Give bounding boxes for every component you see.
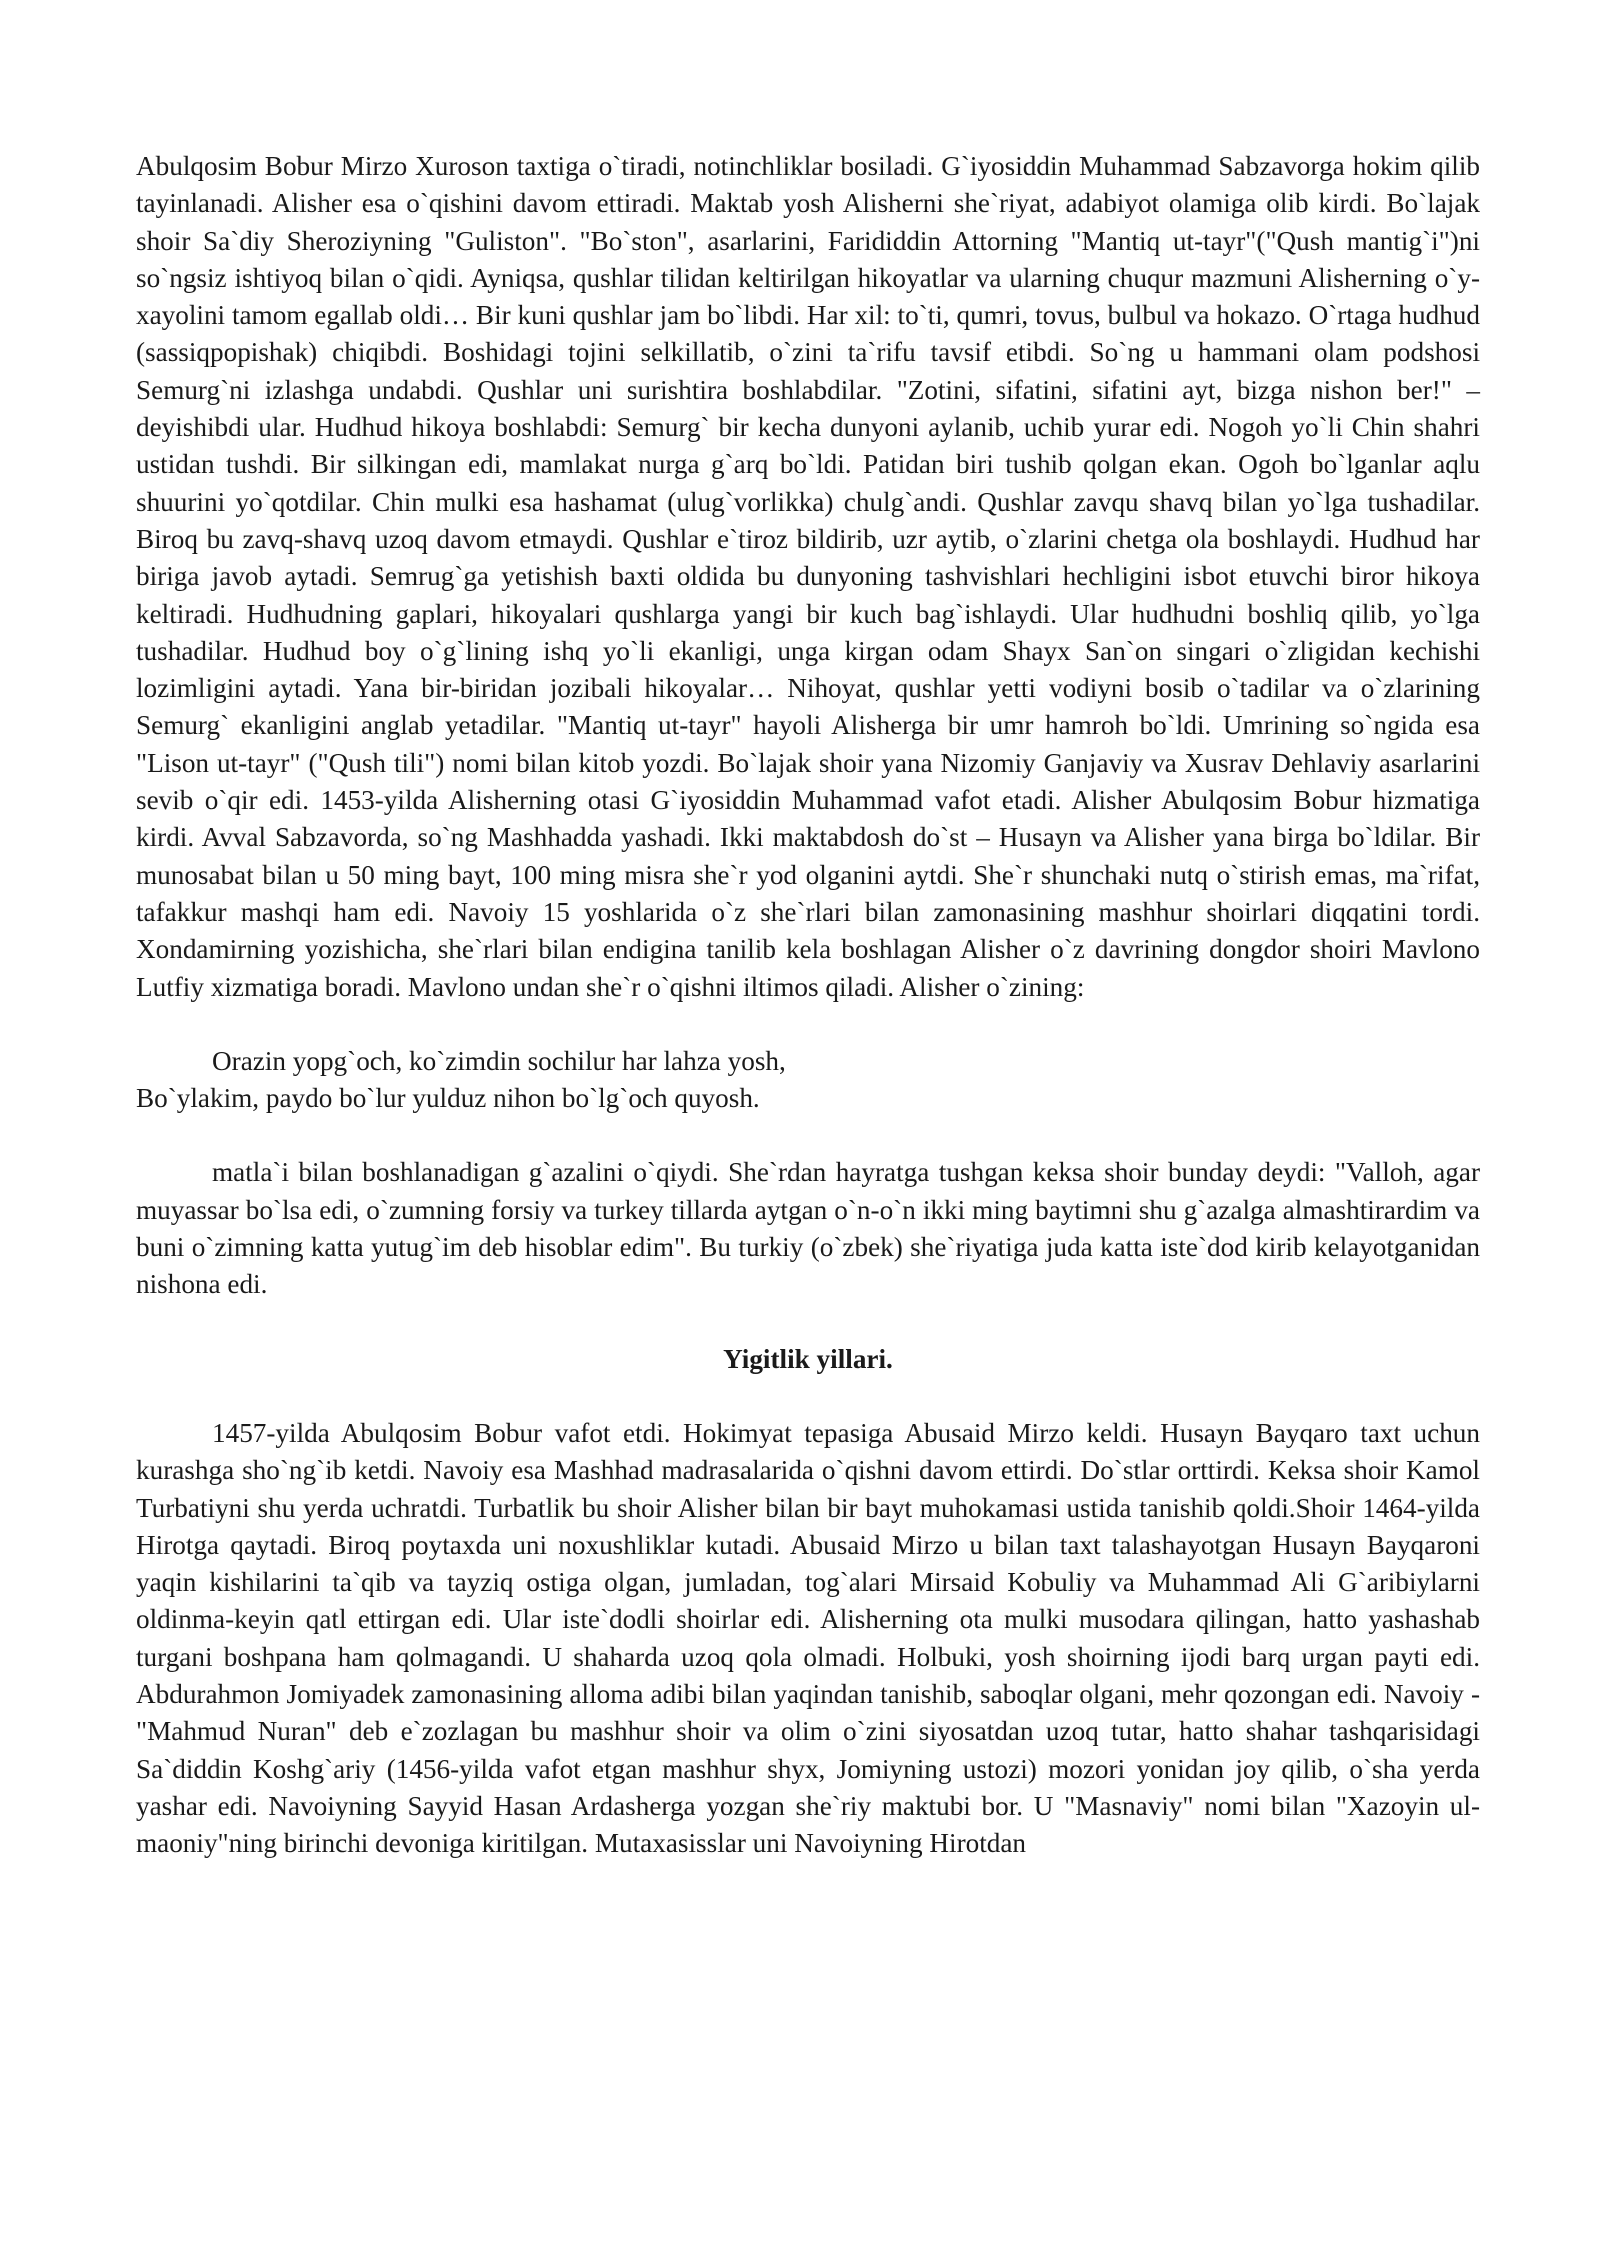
spacer bbox=[136, 1117, 1480, 1154]
body-paragraph: Abulqosim Bobur Mirzo Xuroson taxtiga o`tiradi, notinchliklar bosiladi. G`iyosiddin Muhammad Sabzavorga hokim qilib tayinlanadi. Alisher esa o`qishini davom ettiradi. Maktab yosh Alisherni she`riyat, adabiyot olamiga olib kirdi. Bo`lajak shoir Sa`diy Sheroziyning "Guliston". "Bo`ston", asarlarini, Farididdin Attorning "Mantiq ut-tayr"("Qush mantig`i")ni so`ngsiz ishtiyoq bilan o`qidi. Ayniqsa, qushlar tilidan keltirilgan hikoyatlar va ularning chuqur mazmuni Alisherning o`y-xayolini tamom egallab oldi… Bir kuni qushlar jam bo`libdi. Har xil: to`ti, qumri, tovus, bulbul va hokazo. O`rtaga hudhud (sassiqpopishak) chiqibdi. Boshidagi tojini selkillatib, o`zini ta`rifu tavsif etibdi. So`ng u hammani olam podshosi Semurg`ni izlashga undabdi. Qushlar uni surishtira boshlabdilar. "Zotini, sifatini, sifatini ayt, bizga nishon ber!" – deyishibdi ular. Hudhud hikoya boshlabdi: Semurg` bir kecha dunyoni aylanib, uchib yurar edi. Nogoh yo`li Chin shahri ustidan tushdi. Bir silkingan edi, mamlakat nurga g`arq bo`ldi. Patidan biri tushib qolgan ekan. Ogoh bo`lganlar aqlu shuurini yo`qotdilar. Chin mulki esa hashamat (ulug`vorlikka) chulg`andi. Qushlar zavqu shavq bilan yo`lga tushadilar. Biroq bu zavq-shavq uzoq davom etmaydi. Qushlar e`tiroz bildirib, uzr aytib, o`zlarini chetga ola boshlaydi. Hudhud har biriga javob aytadi. Semrug`ga yetishish baxti oldida bu dunyoning tashvishlari hechligini isbot etuvchi biror hikoya keltiradi. Hudhudning gaplari, hikoyalari qushlarga yangi bir kuch bag`ishlaydi. Ular hudhudni boshliq qilib, yo`lga tushadilar. Hudhud boy o`g`lining ishq yo`li ekanligi, unga kirgan odam Shayx San`on singari o`zligidan kechishi lozimligini aytadi. Yana bir-biridan jozibali hikoyalar… Nihoyat, qushlar yetti vodiyni bosib o`tadilar va o`zlarining Semurg` ekanligini anglab yetadilar. "Mantiq ut-tayr" hayoli Alisherga bir umr hamroh bo`ldi. Umrining so`ngida esa "Lison ut-tayr" ("Qush tili") nomi bilan kitob yozdi. Bo`lajak shoir yana Nizomiy Ganjaviy va Xusrav Dehlaviy asarlarini sevib o`qir edi. 1453-yilda Alisherning otasi G`iyosiddin Muhammad vafot etadi. Alisher Abulqosim Bobur hizmatiga kirdi. Avval Sabzavorda, so`ng Mashhadda yashadi. Ikki maktabdosh do`st – Husayn va Alisher yana birga bo`ldilar. Bir munosabat bilan u 50 ming bayt, 100 ming misra she`r yod olganini aytdi. She`r shunchaki nutq o`stirish emas, ma`rifat, tafakkur mashqi ham edi. Navoiy 15 yoshlarida o`z she`rlari bilan zamonasining mashhur shoirlari diqqatini tordi. Xondamirning yozishicha, she`rlari bilan endigina tanilib kela boshlagan Alisher o`z davrining dongdor shoiri Mavlono Lutfiy xizmatiga boradi. Mavlono undan she`r o`qishni iltimos qiladi. Alisher o`zining: bbox=[136, 151, 1480, 1002]
body-paragraph: matla`i bilan boshlanadigan g`azalini o`qiydi. She`rdan hayratga tushgan keksa shoir bunday deydi: "Valloh, agar muyassar bo`lsa edi, o`zumning forsiy va turkey tillarda aytgan o`n-o`n ikki ming baytimni shu g`azalga almashtirardim va buni o`zimning katta yutug`im deb hisoblar edim". Bu turkiy (o`zbek) she`riyatiga juda katta iste`dod kirib kelayotganidan nishona edi. bbox=[136, 1157, 1480, 1300]
document-page bbox=[136, 148, 1480, 1862]
spacer bbox=[136, 1006, 1480, 1043]
body-paragraph: 1457-yilda Abulqosim Bobur vafot etdi. Hokimyat tepasiga Abusaid Mirzo keldi. Husayn Bayqaro taxt uchun kurashga sho`ng`ib ketdi. Navoiy esa Mashhad madrasalarida o`qishni davom ettirdi. Do`stlar orttirdi. Keksa shoir Kamol Turbatiyni shu yerda uchratdi. Turbatlik bu shoir Alisher bilan bir bayt muhokamasi ustida tanishib qoldi.Shoir 1464-yilda Hirotga qaytadi. Biroq poytaxda uni noxushliklar kutadi. Abusaid Mirzo u bilan taxt talashayotgan Husayn Bayqaroni yaqin kishilarini ta`qib va tayziq ostiga olgan, jumladan, tog`alari Mirsaid Kobuliy va Muhammad Ali G`aribiylarni oldinma-keyin qatl ettirgan edi. Ular iste`dodli shoirlar edi. Alisherning ota mulki musodara qilingan, hatto yashashab turgani boshpana ham qolmagandi. U shaharda uzoq qola olmadi. Holbuki, yosh shoirning ijodi barq urgan payti edi. Abdurahmon Jomiyadek zamonasining alloma adibi bilan yaqindan tanishib, saboqlar olgani, mehr qozongan edi. Navoiy - "Mahmud Nuran" deb e`zozlagan bu mashhur shoir va olim o`zini siyosatdan uzoq tutar, hatto shahar tashqarisidagi Sa`diddin Koshg`ariy (1456-yilda vafot etgan mashhur shyx, Jomiyning ustozi) mozori yonidan joy qilib, o`sha yerda yashar edi. Navoiyning Sayyid Hasan Ardasherga yozgan she`riy maktubi bor. U "Masnaviy" nomi bilan "Xazoyin ul-maoniy"ning birinchi devoniga kiritilgan. Mutaxasisslar uni Navoiyning Hirotdan bbox=[136, 1417, 1480, 1859]
verse-line: Bo`ylakim, paydo bo`lur yulduz nihon bo`lg`och quyosh. bbox=[136, 1083, 760, 1114]
section-heading: Yigitlik yillari. bbox=[723, 1343, 893, 1374]
spacer bbox=[136, 1378, 1480, 1415]
verse-couplet bbox=[136, 1043, 1480, 1118]
verse-line: Orazin yopg`och, ko`zimdin sochilur har lahza yosh, bbox=[212, 1045, 786, 1076]
spacer bbox=[136, 1304, 1480, 1341]
